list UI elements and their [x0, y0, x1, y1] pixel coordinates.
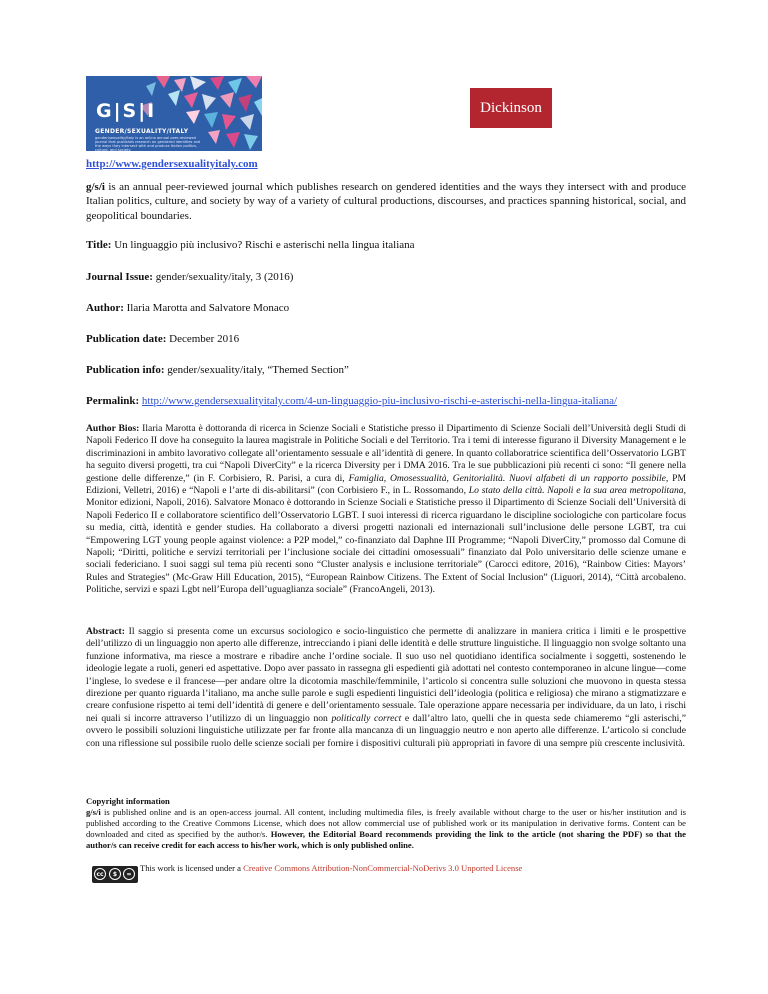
noderivs-icon: =: [123, 868, 135, 880]
permalink-line: [86, 394, 686, 408]
journal-description: [86, 180, 686, 223]
copyright-abbrev: g/s/i: [86, 807, 101, 817]
title-label: Title:: [86, 239, 112, 251]
copyright-heading: Copyright information: [86, 796, 170, 806]
abstract-label: Abstract:: [86, 626, 125, 637]
pubinfo-label: Publication info:: [86, 364, 165, 376]
permalink-label: Permalink:: [86, 395, 140, 407]
bios-book-title: Famiglia, Omosessualità, Genitorialità. Nuovi alfabeti di un rapporto possibile: [348, 472, 666, 484]
copyright-text: is published online and is an open-access journal. All content, including multimedia files, is freely available without charge to the user or his/her institution and is published according to the Creative Commons License, which does not allow commercial use of published work or its manipulation in derivative forms. Content can be downloaded and cited as specified by the author/s.: [86, 807, 686, 839]
license-prefix: This work is licensed under a: [140, 863, 244, 873]
bios-text: , Monitor edizioni, Napoli, 2016). Salvatore Monaco è dottorando in Scienze Sociali e Statistiche presso il Dipartimento di Scienze Sociali dell’Università di Napoli Federico II e collaboratore scientifico dell’Osservatorio LGBT. I suoi interessi di ricerca riguardano le discipline sociologiche con particolare focus su media, città, identità e gender studies. Ha collaborato a diversi progetti nazionali ed internazionali sull’inclusione delle persone LGBT, tra cui “Empowering LGT young people against violence: a P2P model,” co-finanziato dal Daphne III Programme; “Napoli DiverCity,” promosso dal Comune di Napoli; “Diritti, politiche e servizi territoriali per l’inclusione sociale dei cittadini omosessuali” finanziato dal Polo universitario delle scienze umane e sociali federiciano. I suoi saggi sul tema più recenti sono “Cluster analysis e inclusione territoriale” (Carocci editore, 2016), “Rainbow Cities: Mayors’ Rules and Strategies” (Mc-Graw Hill Education, 2015), “European Rainbow Citizens. The Extent of Social Inclusion” (Liguori, 2014), “Città arcobaleno. Politiche, servizi e spazi Lgbt nell’Europa dell’uguaglianza sociale” (FrancoAngeli, 2013).: [86, 485, 686, 596]
abstract-italic-term: politically correct: [331, 712, 402, 724]
journal-tagline: gender/sexuality/italy is an online annual peer-reviewed journal that publishes research on gendered identities and the ways they intersect with and produce Italian politics, culture, and society.: [95, 136, 201, 151]
date-label: Publication date:: [86, 333, 167, 345]
journal-banner: [86, 76, 262, 151]
date-line: [86, 332, 686, 346]
title-value: Un linguaggio più inclusivo? Rischi e asterischi nella lingua italiana: [111, 239, 415, 251]
gsi-logo: G|S|I: [96, 100, 157, 122]
bios-label: Author Bios:: [86, 423, 140, 434]
copyright-section: [86, 796, 686, 851]
permalink-link[interactable]: http://www.gendersexualityitaly.com/4-un-linguaggio-piu-inclusivo-rischi-e-asterischi-nella-lingua-italiana/: [141, 395, 618, 407]
issue-value: gender/sexuality/italy, 3 (2016): [152, 271, 294, 283]
noncommercial-icon: $: [109, 868, 121, 880]
bios-text: , PM Edizioni, Velletri, 2016) e “Napoli e l’arte di dis-abilitarsi” (con Corbisiero F., in L. Rossomando,: [86, 472, 686, 497]
journal-abbrev: g/s/i: [86, 181, 105, 193]
pubinfo-line: [86, 363, 686, 377]
bios-text: Ilaria Marotta è dottoranda di ricerca in Scienze Sociali e Statistiche presso il Dipartimento di Scienze Sociali dell’Università degli Studi di Napoli Federico II dove ha conseguito la laurea magistrale in Politiche Sociali e del Territorio. Tra i temi di interesse figurano il Diversity Management e le discriminazioni in ambito lavorativo collegate all’orientamento sessuale e all’identità di genere. In quanto collaboratrice scientifica dell’Osservatorio LGBT ha seguito diversi progetti, tra cui “Napoli DiverCity” e la ricerca Diversity per i DMA 2016. Tra le sue pubblicazioni più recenti ci sono: “Il genere nella gestione delle differenze,” (in F. Corbisiero, R. Parisi, a cura di,: [86, 423, 686, 484]
author-label: Author:: [86, 302, 124, 314]
abstract-text: e dall’altro lato, quelli che in questa sede chiameremo “gli asterischi,” ovvero le possibili soluzioni linguistiche utilizzate per far fronte alla mancanza di un linguaggio neutro e non aperto alle differenze. L’articolo si conclude con una riflessione sul possibile ruolo delle scienze sociali per fornire i dispositivi culturali più appropriati in favore di una sempre più crescente inclusività.: [86, 712, 686, 749]
author-bios: [86, 423, 686, 597]
dickinson-logo: Dickinson: [470, 88, 552, 128]
cc-icon: cc: [94, 868, 106, 880]
title-line: [86, 238, 686, 252]
copyright-recommendation: However, the Editorial Board recommends providing the link to the article (not sharing the PDF) so that the author/s can receive credit for each access to his/her work, which is only published online.: [86, 829, 686, 850]
abstract: [86, 626, 686, 750]
license-link[interactable]: Creative Commons Attribution-NonCommercial-NoDerivs 3.0 Unported License: [243, 863, 523, 873]
author-value: Ilaria Marotta and Salvatore Monaco: [123, 302, 290, 314]
abstract-text: Il saggio si presenta come un excursus sociologico e socio-linguistico che permette di analizzare in maniera critica i limiti e le prospettive dell’utilizzo di un linguaggio non aperto alle differenze, intrecciando i piani delle identità e delle strutture linguistiche. Il linguaggio non svolge soltanto una funzione informativa, ma riesce a mostrare e ribadire anche l’ordine sociale. Il suo uso nel quotidiano identifica socialmente i soggetti, sostenendo le ideologie legate a ruoli, generi ed aspettative. Dopo aver passato in rassegna gli espedienti già adottati nel contesto contemporaneo in alcune lingue—come l’inglese, lo svedese e il francese—per andare oltre la dicotomia maschile/femminile, l’articolo si concentra sulle soluzioni che muovono in questa stessa direzione per quanto riguarda l’italiano, ma anche sulle parole e sugli espedienti linguistici dell’ideologia (politica e religiosa) che mirano a stigmatizzare e creare confusione rispetto ai temi dell’identità di genere e dell’orientamento sessuale. Tale operazione appare necessaria per individuare, da un lato, i rischi nei quali si incorre attraverso l’utilizzo di un linguaggio non: [86, 626, 686, 724]
journal-home-link[interactable]: http://www.gendersexualityitaly.com: [86, 158, 258, 170]
author-line: [86, 301, 686, 315]
issue-line: [86, 270, 686, 284]
pubinfo-value: gender/sexuality/italy, “Themed Section”: [164, 364, 349, 376]
creative-commons-badge[interactable]: [92, 866, 138, 883]
issue-label: Journal Issue:: [86, 271, 153, 283]
date-value: December 2016: [166, 333, 240, 345]
license-statement: [140, 863, 522, 873]
journal-brand-name: GENDER/SEXUALITY/ITALY: [95, 128, 189, 135]
journal-description-text: is an annual peer-reviewed journal which publishes research on gendered identities and the ways they intersect with and produce Italian politics, culture, and society by way of a variety of cultural productions, discourses, and practices spanning historical, social, and geopolitical boundaries.: [86, 181, 686, 222]
bios-book-title: Lo stato della città. Napoli e la sua area metropolitana: [468, 485, 684, 497]
